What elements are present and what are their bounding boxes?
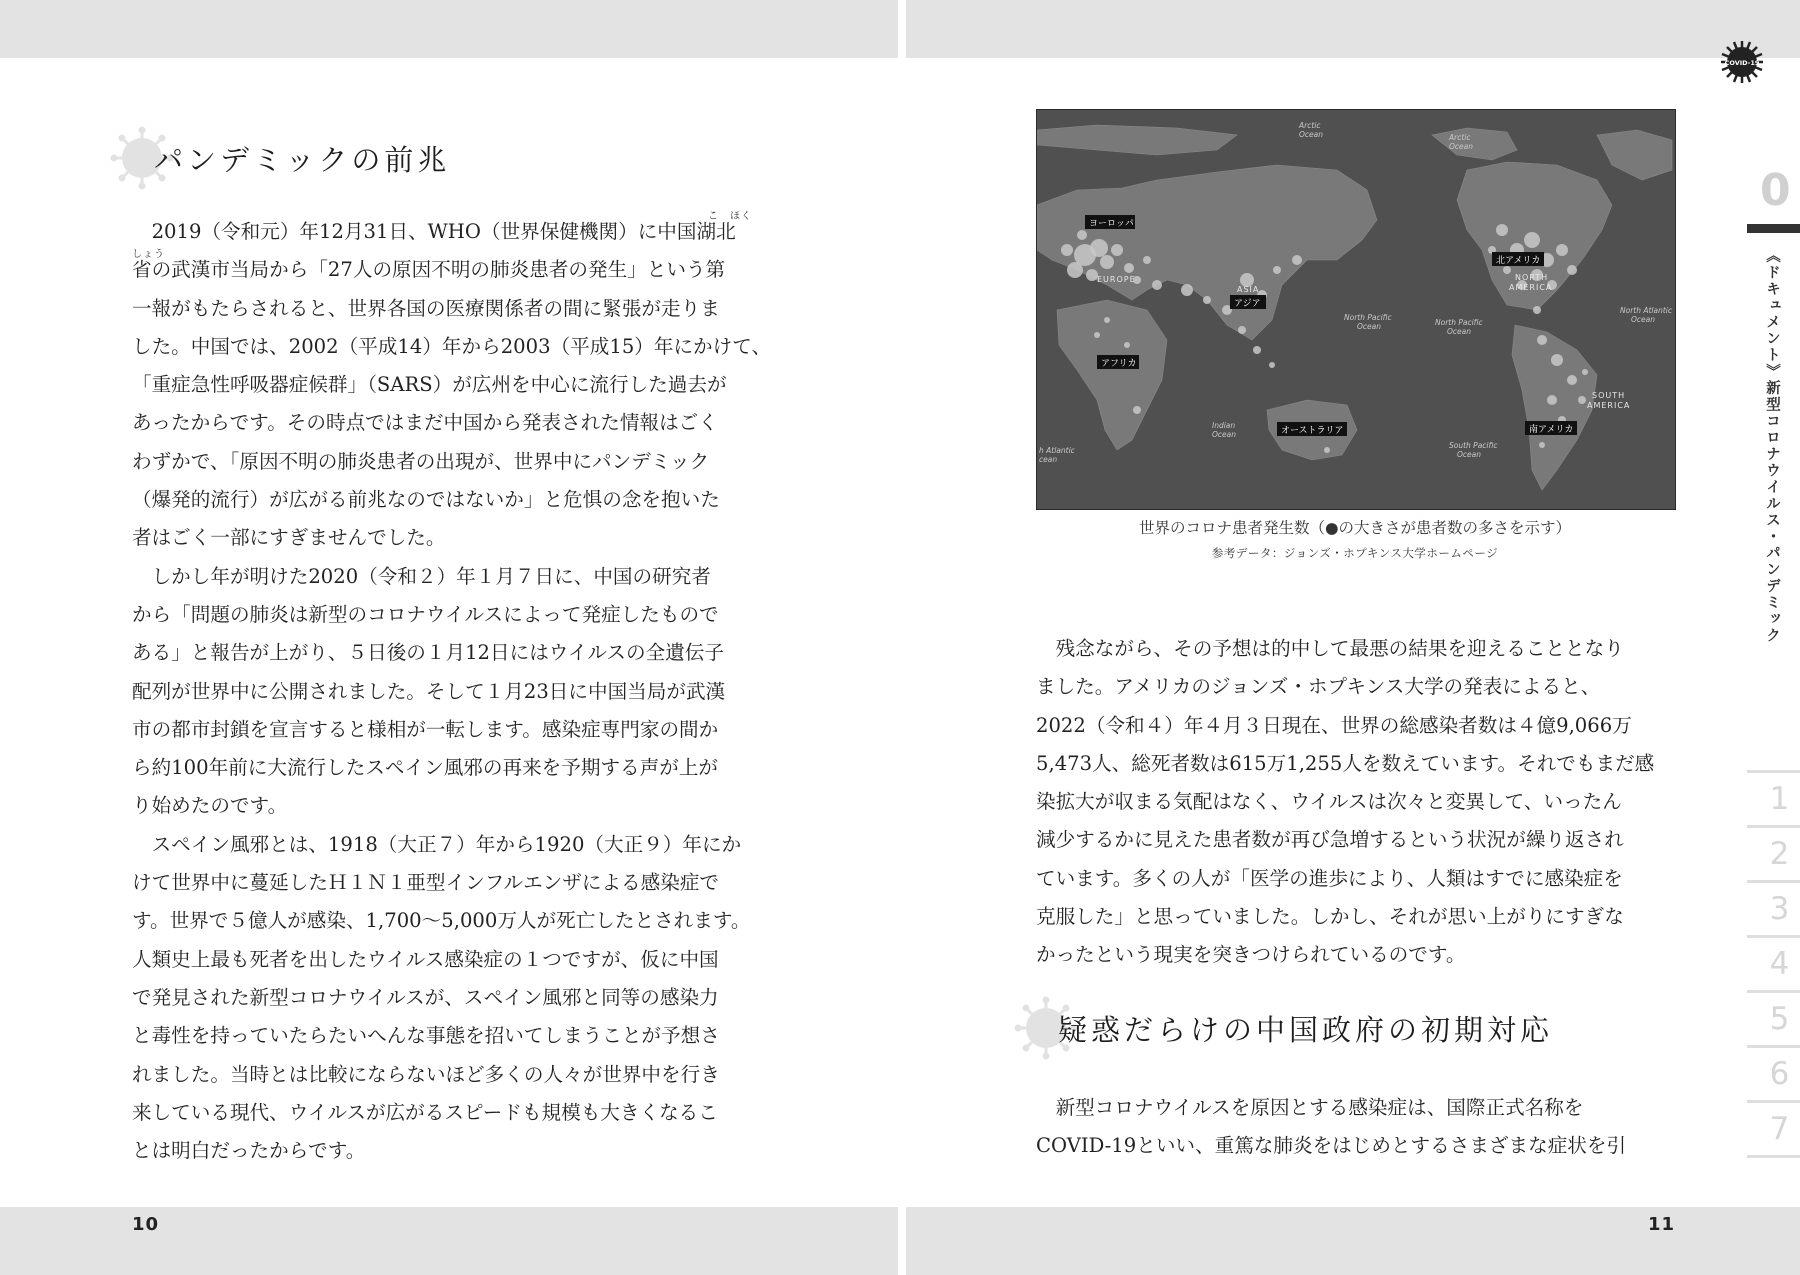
svg-text:北アメリカ: 北アメリカ — [1496, 256, 1541, 266]
chapter-tab-2: 2 — [1747, 828, 1800, 883]
map-label-south-america — [1525, 421, 1577, 435]
text-line: 染拡大が収まる気配はなく、ウイルスは次々と変異して、いったん — [1036, 790, 1622, 814]
text-line: 克服した」と思っていました。しかし、それが思い上がりにすぎな — [1036, 905, 1624, 929]
chapter-current-number: 0 — [1760, 165, 1791, 216]
region-sa-1: SOUTH — [1592, 391, 1626, 400]
svg-text:Ocean: Ocean — [1631, 315, 1655, 324]
text-line: で発見された新型コロナウイルスが、スペイン風邪と同等の感染力 — [132, 985, 719, 1009]
svg-text:Indian: Indian — [1212, 421, 1236, 430]
text-line: れました。当時とは比較にならないほど多くの人々が世界中を行き — [132, 1062, 720, 1086]
svg-text:Ocean: Ocean — [1447, 327, 1471, 336]
text-line: 新型コロナウイルスを原因とする感染症は、国際正式名称を — [1036, 1096, 1584, 1119]
text-line: 人類史上最も死者を出したウイルス感染症の１つですが、仮に中国 — [132, 947, 719, 971]
right-body-text-2 — [1036, 1089, 1676, 1166]
page-number-right: 11 — [1648, 1214, 1676, 1235]
region-sa-2: AMERICA — [1587, 401, 1631, 410]
header-band-right — [906, 0, 1800, 58]
text-line: 市の都市封鎖を宣言すると様相が一転します。感染症専門家の間か — [132, 717, 719, 741]
svg-text:North Pacific: North Pacific — [1344, 313, 1392, 322]
text-line: ら約100年前に大流行したスペイン風邪の再来を予期する声が上が — [132, 756, 719, 780]
svg-text:アジア: アジア — [1234, 299, 1261, 309]
svg-text:North Atlantic: North Atlantic — [1620, 306, 1673, 315]
map-label-oceania — [1277, 422, 1347, 436]
furigana-shou: しょう — [132, 249, 165, 260]
chapter-tab-4: 4 — [1747, 938, 1800, 993]
map-source: 参考データ：ジョンズ・ホプキンス大学ホームページ — [1211, 546, 1499, 560]
text-line: ています。多くの人が「医学の進歩により、人類はすでに感染症を — [1036, 866, 1623, 890]
text-line: あったからです。その時点ではまだ中国から発表された情報はごく — [132, 411, 718, 435]
chapter-tab-6: 6 — [1747, 1048, 1800, 1103]
text-line: ました。アメリカのジョンズ・ホプキンス大学の発表によると、 — [1036, 675, 1601, 699]
map-label-europe — [1085, 215, 1135, 229]
svg-text:h Atlantic: h Atlantic — [1039, 446, 1075, 455]
heading-text: パンデミックの前兆 — [154, 142, 451, 177]
svg-text:North Pacific: North Pacific — [1435, 318, 1483, 327]
chapter-tab-5: 5 — [1747, 993, 1800, 1048]
world-map-figure — [1036, 109, 1676, 510]
svg-text:Ocean: Ocean — [1212, 430, 1236, 439]
chapter-indicator-bar — [1747, 224, 1800, 233]
svg-text:Ocean: Ocean — [1357, 322, 1381, 331]
text-line: とは明白だったからです。 — [132, 1139, 366, 1163]
chapter-tab-1: 1 — [1747, 770, 1800, 828]
text-line: 2022（令和４）年４月３日現在、世界の総感染者数は４億9,066万 — [1036, 713, 1632, 737]
svg-text:Arctic: Arctic — [1299, 121, 1321, 130]
text-line: 配列が世界中に公開されました。そして１月23日に中国当局が武漢 — [132, 679, 726, 703]
text-line: 来している現代、ウイルスが広がるスピードも規模も大きくなるこ — [132, 1100, 718, 1124]
map-label-north-america — [1492, 252, 1544, 266]
svg-text:Ocean: Ocean — [1457, 450, 1481, 459]
svg-text:ヨーロッパ: ヨーロッパ — [1089, 219, 1134, 229]
chapter-title-vertical: 《ドキュメント》新型コロナウイルス・パンデミック — [1764, 248, 1780, 644]
text-line: 2019（令和元）年12月31日、WHO（世界保健機関）に中国湖北 — [132, 220, 736, 243]
chapter-tab-3: 3 — [1747, 883, 1800, 938]
section-heading-pandemic — [110, 126, 450, 190]
section-heading-china-response — [1014, 996, 1553, 1060]
svg-text:南アメリカ: 南アメリカ — [1529, 425, 1574, 435]
text-line: した。中国では、2002（平成14）年から2003（平成15）年にかけて、 — [132, 334, 772, 358]
furigana-kohoku: こ ほく — [708, 211, 752, 222]
covid-badge-icon — [1720, 40, 1764, 84]
text-line: 者はごく一部にすぎませんでした。 — [132, 526, 446, 550]
text-line: しかし年が明けた2020（令和２）年１月７日に、中国の研究者 — [132, 564, 711, 588]
text-line: 減少するかに見えた患者数が再び急増するという状況が繰り返され — [1036, 828, 1624, 852]
badge-text: COVID-19 — [1724, 59, 1760, 67]
header-band-left — [0, 0, 898, 58]
text-line: かったという現実を突きつけられているのです。 — [1036, 943, 1466, 967]
text-line: 一報がもたらされると、世界各国の医療関係者の間に緊張が走りま — [132, 296, 720, 320]
text-line: 残念ながら、その予想は的中して最悪の結果を迎えることとなり — [1036, 637, 1624, 660]
text-line: 「重症急性呼吸器症候群」（SARS）が広州を中心に流行した過去が — [132, 373, 727, 397]
text-line: 5,473人、総死者数は615万1,255人を数えています。それでもまだ感 — [1036, 751, 1655, 775]
region-na-2: AMERICA — [1509, 283, 1553, 292]
region-na-1: NORTH — [1515, 273, 1549, 282]
page-number-left: 10 — [132, 1214, 160, 1235]
map-caption: 世界のコロナ患者発生数（●の大きさが患者数の多さを示す） — [1138, 519, 1572, 537]
text-line: ある」と報告が上がり、５日後の１月12日にはウイルスの全遺伝子 — [132, 641, 724, 665]
left-body-text — [132, 213, 772, 1170]
text-line: 省の武漢市当局から「27人の原因不明の肺炎患者の発生」という第 — [132, 258, 726, 282]
page-gutter — [898, 0, 906, 1275]
text-line: けて世界中に蔓延したＨ１Ｎ１亜型インフルエンザによる感染症で — [132, 871, 720, 895]
text-line: と毒性を持っていたらたいへんな事態を招いてしまうことが予想さ — [132, 1024, 720, 1048]
svg-text:オーストラリア: オーストラリア — [1281, 426, 1344, 436]
chapter-tab-7: 7 — [1747, 1103, 1800, 1158]
heading-text: 疑惑だらけの中国政府の初期対応 — [1058, 1012, 1554, 1047]
text-line: す。世界で５億人が感染、1,700～5,000万人が死亡したとされます。 — [132, 909, 751, 933]
text-line: から「問題の肺炎は新型のコロナウイルスによって発症したもので — [132, 602, 719, 626]
svg-text:Ocean: Ocean — [1449, 142, 1473, 151]
text-line: COVID-19といい、重篤な肺炎をはじめとするさまざまな症状を引 — [1036, 1134, 1627, 1158]
region-europe: EUROPE — [1097, 275, 1136, 284]
text-line: （爆発的流行）が広がる前兆なのではないか」と危惧の念を抱いた — [132, 488, 720, 512]
text-line: スペイン風邪とは、1918（大正７）年から1920（大正９）年にか — [132, 832, 742, 856]
svg-text:Ocean: Ocean — [1299, 130, 1323, 139]
right-body-text — [1036, 630, 1676, 975]
svg-text:Arctic: Arctic — [1449, 133, 1471, 142]
text-line: り始めたのです。 — [132, 794, 288, 818]
svg-text:アフリカ: アフリカ — [1101, 359, 1137, 369]
text-line: わずかで、「原因不明の肺炎患者の出現が、世界中にパンデミック — [132, 449, 710, 473]
svg-text:cean: cean — [1039, 455, 1058, 464]
map-label-asia — [1230, 295, 1266, 309]
map-label-africa — [1097, 355, 1139, 369]
chapter-tab-list — [1747, 770, 1800, 1158]
svg-text:South Pacific: South Pacific — [1449, 441, 1498, 450]
region-asia: ASIA — [1237, 285, 1260, 294]
